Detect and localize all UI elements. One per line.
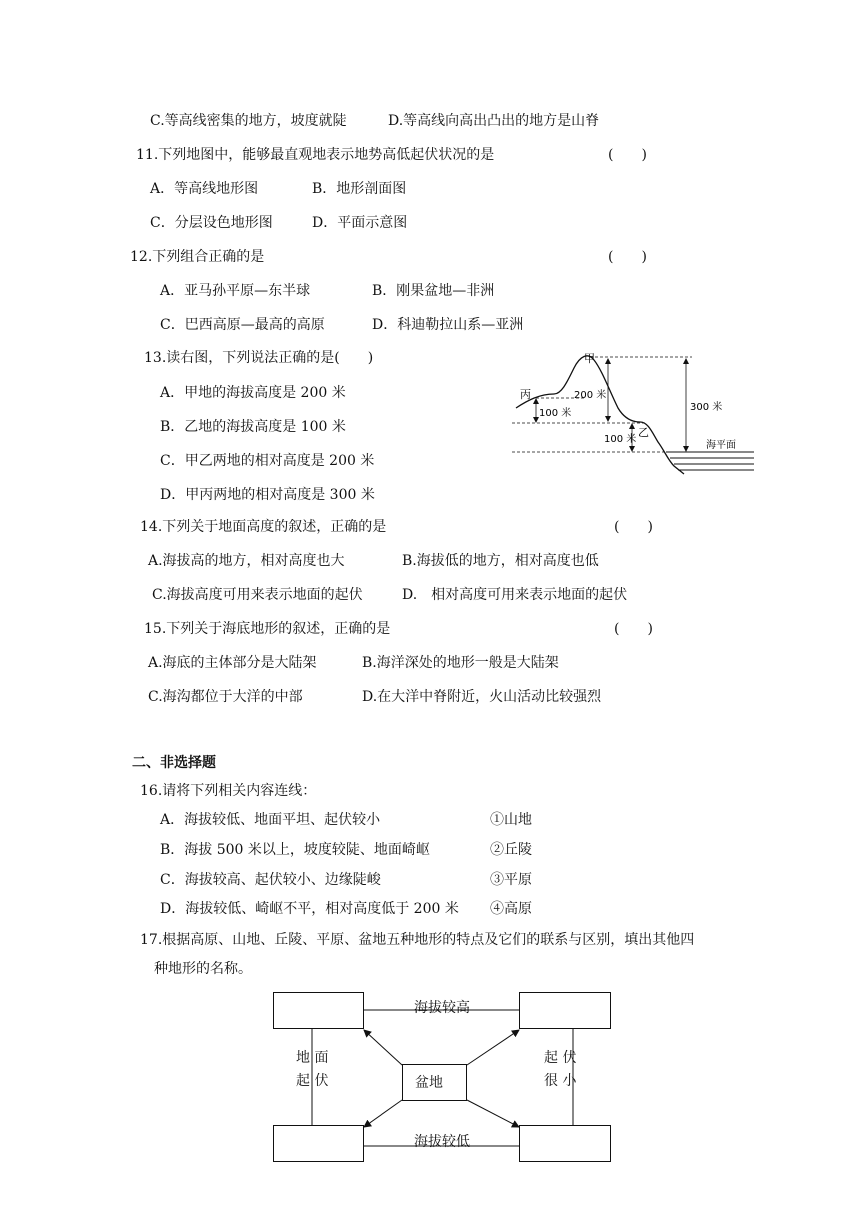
q17-stem-line1: 17.根据高原、山地、丘陵、平原、盆地五种地形的特点及它们的联系与区别，填出其他四 bbox=[140, 932, 695, 948]
q16-left-a: A．海拔较低、地面平坦、起伏较小 bbox=[160, 812, 381, 828]
q16-right-1: ①山地 bbox=[490, 812, 532, 828]
edge-label-right-1: 起 伏 bbox=[544, 1050, 577, 1066]
q14-option-a: A.海拔高的地方，相对高度也大 bbox=[148, 553, 345, 569]
q15-answer-paren: ( ) bbox=[614, 621, 653, 637]
label-300m: 300 米 bbox=[690, 402, 723, 413]
q14-stem: 14.下列关于地面高度的叙述，正确的是 bbox=[140, 519, 387, 535]
q13-option-c: C．甲乙两地的相对高度是 200 米 bbox=[160, 453, 375, 469]
q11-option-d: D．平面示意图 bbox=[312, 215, 408, 231]
q14-option-b: B.海拔低的地方，相对高度也低 bbox=[402, 553, 599, 569]
q16-right-3: ③平原 bbox=[490, 872, 532, 888]
label-100m-upper: 100 米 bbox=[539, 408, 572, 419]
q12-option-a: A．亚马孙平原—东半球 bbox=[160, 283, 311, 299]
q12-option-d: D．科迪勒拉山系—亚洲 bbox=[372, 317, 524, 333]
answer-box-top-left[interactable] bbox=[273, 992, 364, 1029]
q11-option-c: C．分层设色地形图 bbox=[150, 215, 273, 231]
q16-left-b: B．海拔 500 米以上，坡度较陡、地面崎岖 bbox=[160, 842, 430, 858]
edge-label-top: 海拔较高 bbox=[414, 1000, 470, 1016]
center-box-basin bbox=[402, 1064, 467, 1101]
answer-box-bottom-right[interactable] bbox=[519, 1125, 611, 1162]
edge-label-left-2: 起 伏 bbox=[296, 1073, 329, 1089]
q13-option-d: D．甲丙两地的相对高度是 300 米 bbox=[160, 487, 375, 503]
q13-option-b: B．乙地的海拔高度是 100 米 bbox=[160, 419, 346, 435]
q17-stem-line2: 种地形的名称。 bbox=[154, 961, 252, 977]
q12-option-b: B．刚果盆地—非洲 bbox=[372, 283, 495, 299]
q13-option-a: A．甲地的海拔高度是 200 米 bbox=[160, 385, 346, 401]
q16-right-4: ④高原 bbox=[490, 901, 532, 917]
edge-label-right-2: 很 小 bbox=[544, 1073, 577, 1089]
q12-option-c: C．巴西高原—最高的高原 bbox=[160, 317, 325, 333]
q16-left-c: C．海拔较高、起伏较小、边缘陡峻 bbox=[160, 872, 381, 888]
label-100m-lower: 100 米 bbox=[604, 434, 637, 445]
q14-option-c: C.海拔高度可用来表示地面的起伏 bbox=[152, 587, 363, 603]
q15-option-a: A.海底的主体部分是大陆架 bbox=[148, 655, 317, 671]
answer-box-bottom-left[interactable] bbox=[273, 1125, 364, 1162]
label-200m: 200 米 bbox=[574, 390, 607, 401]
label-bing: 丙 bbox=[520, 388, 531, 401]
edge-label-bottom: 海拔较低 bbox=[414, 1134, 470, 1150]
q11-stem: 11.下列地图中，能够最直观地表示地势高低起伏状况的是 bbox=[136, 147, 495, 163]
q12-stem: 12.下列组合正确的是 bbox=[130, 249, 265, 265]
center-box-label: 盆地 bbox=[415, 1075, 443, 1091]
label-jia: 甲 bbox=[584, 352, 595, 365]
q15-stem: 15.下列关于海底地形的叙述，正确的是 bbox=[144, 621, 391, 637]
q10-option-c: C.等高线密集的地方，坡度就陡 bbox=[150, 113, 347, 129]
q16-stem: 16.请将下列相关内容连线： bbox=[140, 783, 317, 799]
q15-option-c: C.海沟都位于大洋的中部 bbox=[148, 689, 303, 705]
q16-right-2: ②丘陵 bbox=[490, 842, 532, 858]
q14-answer-paren: ( ) bbox=[614, 519, 653, 535]
edge-label-left-1: 地 面 bbox=[296, 1050, 329, 1066]
q12-answer-paren: ( ) bbox=[608, 249, 647, 265]
q15-option-b: B.海洋深处的地形一般是大陆架 bbox=[362, 655, 559, 671]
label-sea-level: 海平面 bbox=[706, 440, 736, 451]
q11-option-b: B．地形剖面图 bbox=[312, 181, 407, 197]
q16-left-d: D．海拔较低、崎岖不平，相对高度低于 200 米 bbox=[160, 901, 459, 917]
q11-option-a: A．等高线地形图 bbox=[150, 181, 259, 197]
q13-stem: 13.读右图，下列说法正确的是( ) bbox=[144, 350, 374, 366]
q11-answer-paren: ( ) bbox=[608, 147, 647, 163]
q14-option-d: D. 相对高度可用来表示地面的起伏 bbox=[402, 587, 628, 603]
label-yi: 乙 bbox=[638, 426, 649, 439]
q15-option-d: D.在大洋中脊附近，火山活动比较强烈 bbox=[362, 689, 602, 705]
answer-box-top-right[interactable] bbox=[519, 992, 611, 1029]
q10-option-d: D.等高线向高出凸出的地方是山脊 bbox=[388, 113, 600, 129]
section-heading: 二、非选择题 bbox=[132, 755, 216, 771]
